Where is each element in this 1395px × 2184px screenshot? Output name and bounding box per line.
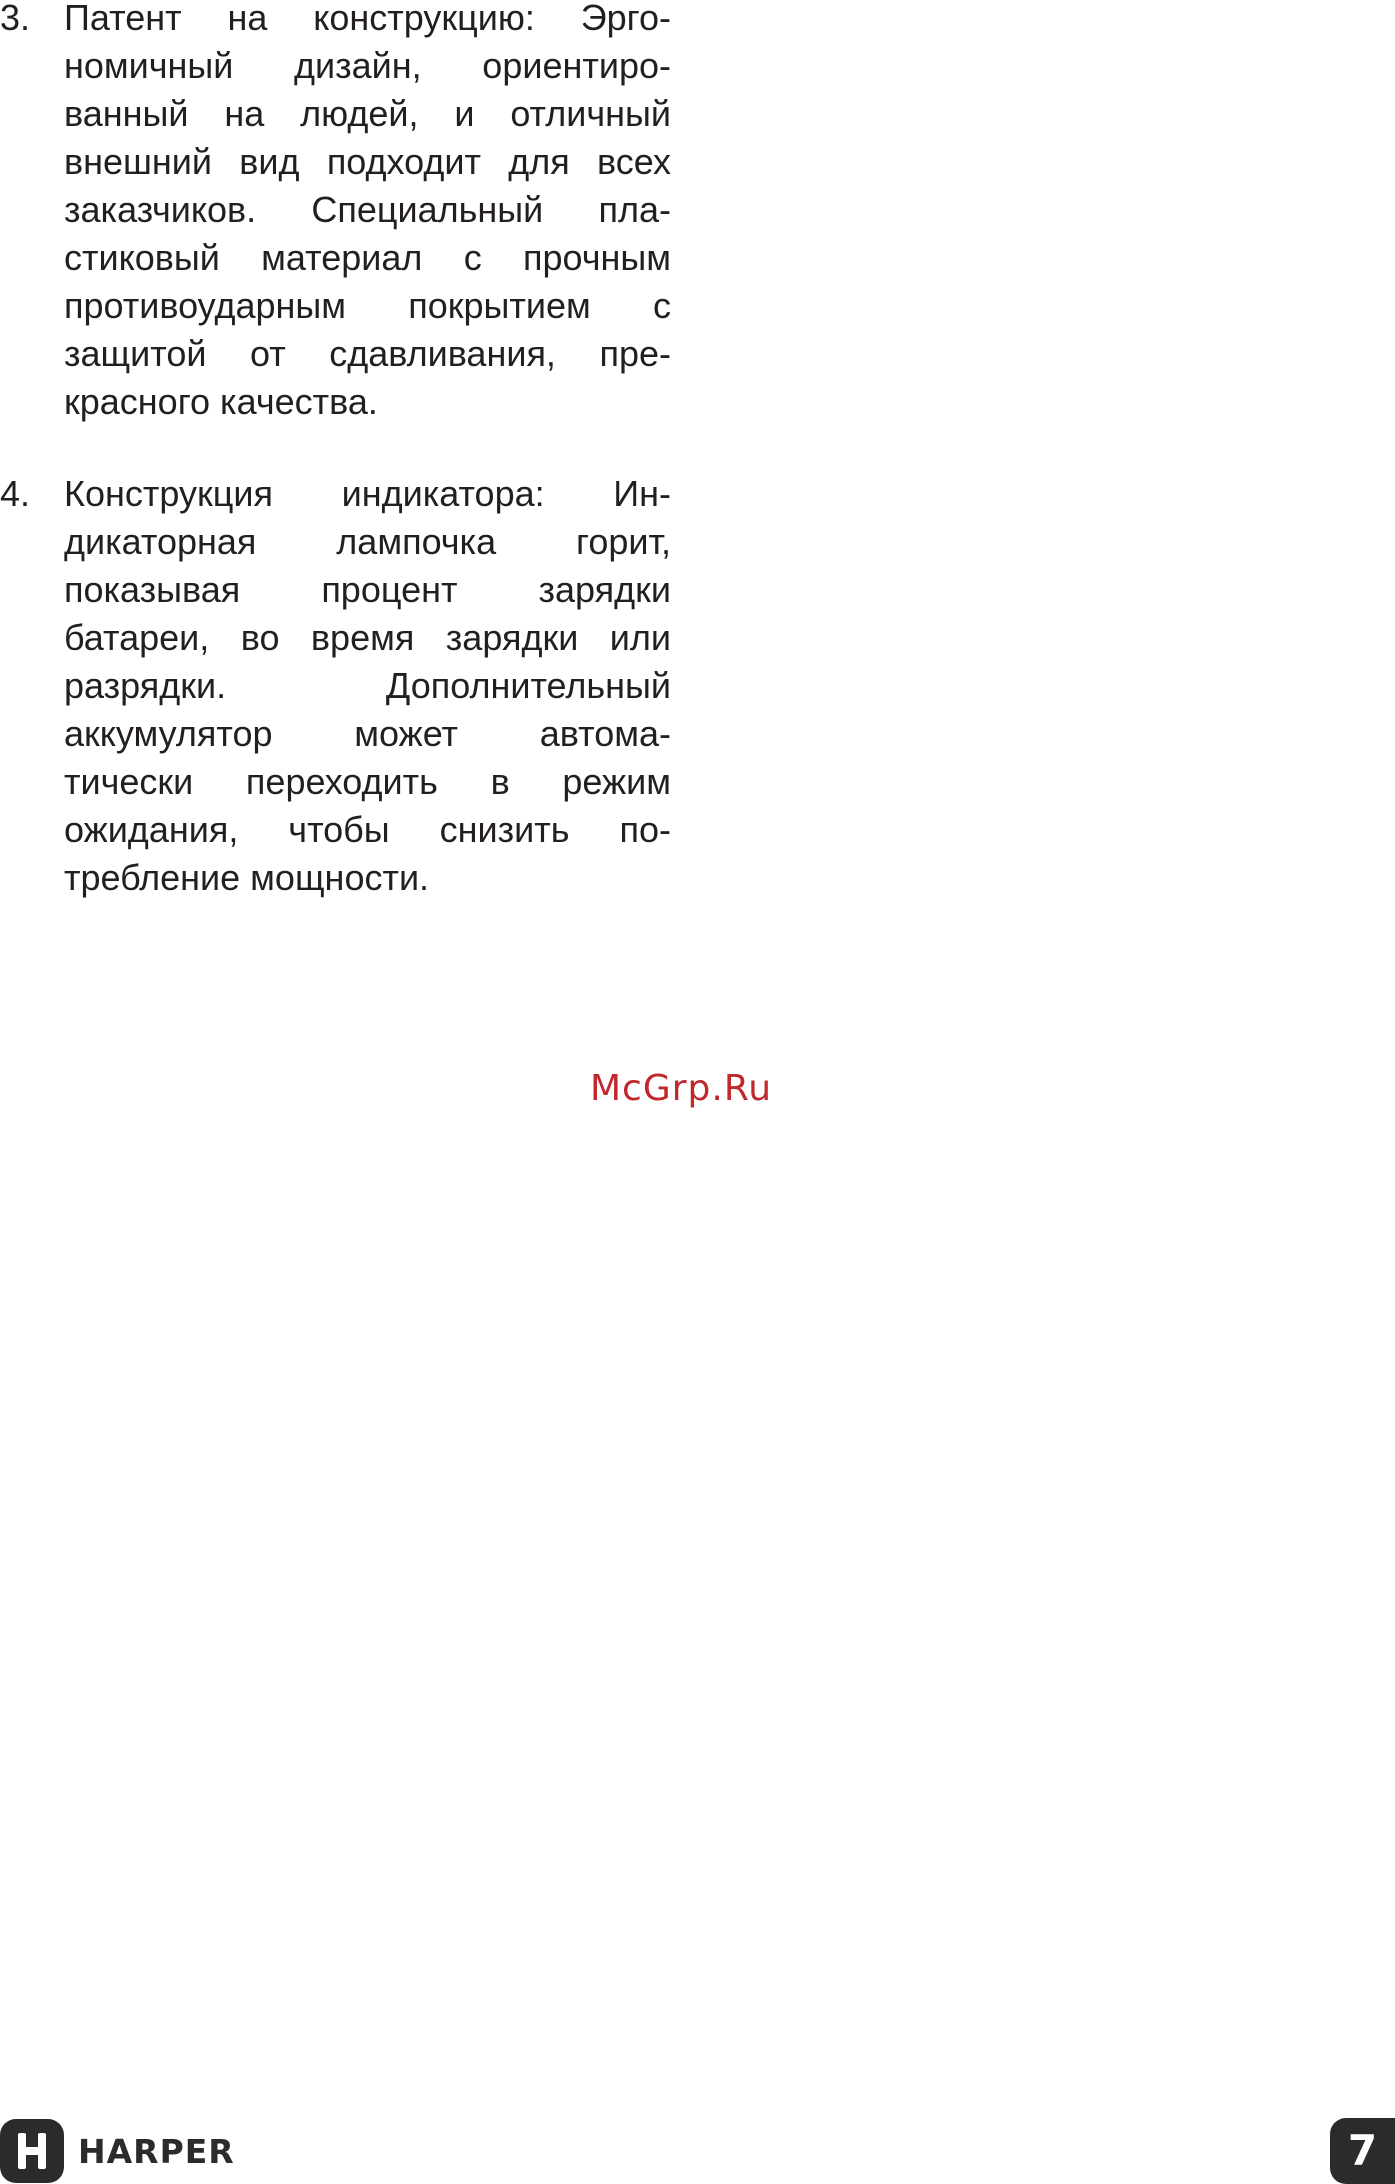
item-text (64, 0, 671, 426)
text-line: Патент на конструкцию: Эрго- (64, 0, 671, 38)
brand-logo (0, 2118, 235, 2184)
text-line: защитой от сдавливания, пре- (64, 333, 671, 374)
text-line: Конструкция индикатора: Ин- (64, 473, 671, 514)
text-line: аккумулятор может автома- (64, 713, 671, 754)
text-line: противоударным покрытием с (64, 285, 671, 326)
text-line: номичный дизайн, ориентиро- (64, 45, 671, 86)
text-line: дикаторная лампочка горит, (64, 521, 671, 562)
text-line: тически переходить в режим (64, 761, 671, 802)
text-line: заказчиков. Специальный пла- (64, 189, 671, 230)
watermark: McGrp.Ru (590, 1068, 773, 1109)
text-line: стиковый материал с прочным (64, 237, 671, 278)
brand-name: HARPER (78, 2131, 235, 2171)
page-number: 7 (1330, 2118, 1395, 2184)
text-line: показывая процент зарядки (64, 569, 671, 610)
item-number: 3. (0, 0, 31, 38)
text-line: разрядки. Дополнительный (64, 665, 671, 706)
item-text (64, 470, 671, 902)
text-line: внешний вид подходит для всех (64, 141, 671, 182)
item-number: 4. (0, 473, 31, 514)
text-line: батареи, во время зарядки или (64, 617, 671, 658)
text-line: ванный на людей, и отличный (64, 93, 671, 134)
text-line: красного качества. (64, 381, 378, 422)
text-line: требление мощности. (64, 857, 430, 898)
text-line: ожидания, чтобы снизить по- (64, 809, 671, 850)
harper-h-logo-icon (0, 2119, 64, 2183)
